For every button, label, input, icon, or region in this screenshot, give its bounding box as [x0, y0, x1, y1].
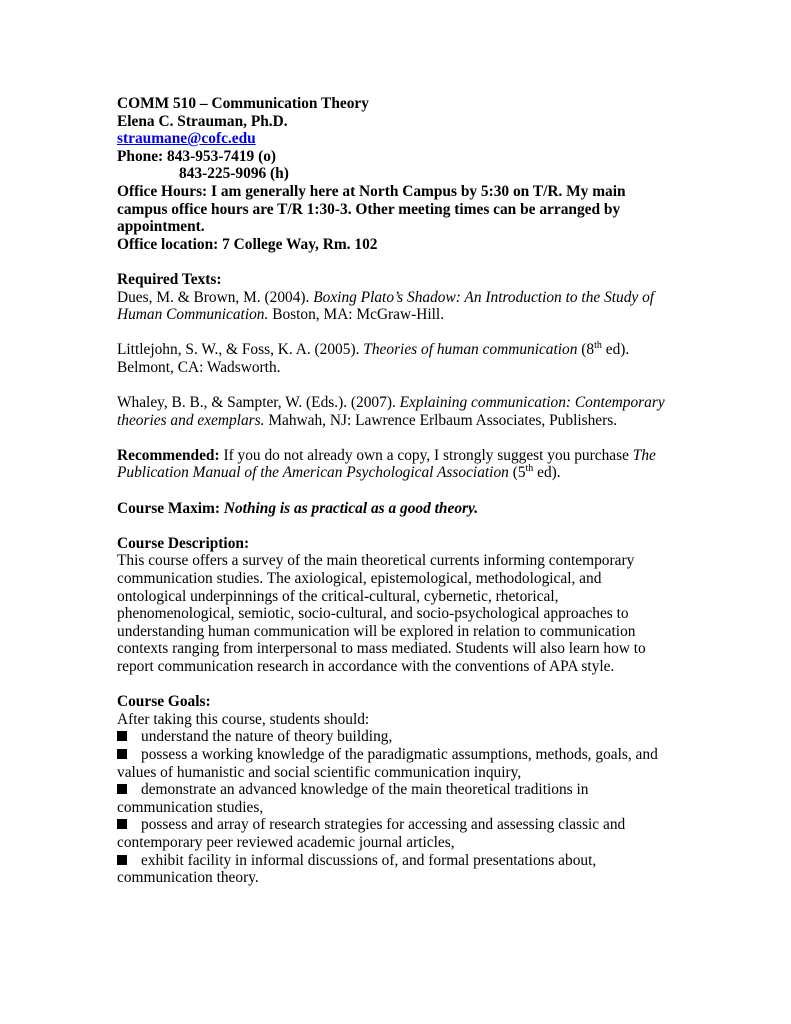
square-bullet-icon — [117, 731, 127, 741]
phone-office: Phone: 843-953-7419 (o) — [117, 147, 277, 165]
goal-item — [117, 728, 677, 746]
phone-home: 843-225-9096 (h) — [179, 165, 289, 183]
goal-text: possess and array of research strategies for accessing and assessing classic and — [141, 816, 626, 834]
goal-item — [117, 816, 677, 834]
recommended-line-1 — [117, 447, 677, 465]
text-citation-1-line-2 — [117, 306, 677, 324]
description-line: ontological underpinnings of the critical-cultural, cybernetic, rhetorical, — [117, 587, 559, 605]
goal-item-continued: contemporary peer reviewed academic journal articles, — [117, 833, 455, 851]
square-bullet-icon — [117, 784, 127, 794]
citation-title: Boxing Plato’s Shadow: An Introduction to the Study of — [313, 288, 655, 306]
goal-text: exhibit facility in informal discussions of, and formal presentations about, — [141, 851, 597, 869]
citation-title: Human Communication. — [117, 306, 269, 324]
citation-publisher: Mahwah, NJ: Lawrence Erlbaum Associates, Publishers. — [264, 411, 618, 429]
office-hours-line-1: Office Hours: I am generally here at North Campus by 5:30 on T/R. My main — [117, 182, 626, 200]
edition-superscript: th — [525, 463, 534, 475]
course-title: COMM 510 – Communication Theory — [117, 95, 369, 112]
recommended-edition: (5 — [508, 464, 526, 482]
goal-item-continued: communication studies, — [117, 798, 264, 816]
goal-text: demonstrate an advanced knowledge of the main theoretical traditions in — [141, 781, 589, 799]
description-line: understanding human communication will be explored in relation to communication — [117, 622, 636, 640]
square-bullet-icon — [117, 819, 127, 829]
instructor-name: Elena C. Strauman, Ph.D. — [117, 112, 288, 130]
goal-item-continued: values of humanistic and social scientific communication inquiry, — [117, 763, 522, 781]
recommended-line-2 — [117, 464, 677, 482]
syllabus-page — [117, 95, 677, 887]
description-line: report communication research in accordance with the conventions of APA style. — [117, 658, 615, 675]
maxim-label: Course Maxim: — [117, 499, 224, 517]
text-citation-1-line-1 — [117, 289, 677, 307]
course-goals-intro: After taking this course, students should: — [117, 710, 370, 728]
text-citation-2-line-2: Belmont, CA: Wadsworth. — [117, 358, 281, 376]
description-line: phenomenological, semiotic, socio-cultural, and socio-psychological approaches to — [117, 605, 629, 623]
citation-authors: Whaley, B. B., & Sampter, W. (Eds.). (2007). — [117, 394, 400, 412]
goal-item-continued: communication theory. — [117, 869, 259, 887]
citation-title: Explaining communication: Contemporary — [399, 394, 665, 412]
goal-item — [117, 746, 677, 764]
description-line: contexts ranging from interpersonal to mass mediated. Students will also learn how to — [117, 640, 646, 658]
text-citation-2-line-1 — [117, 341, 677, 359]
course-description-heading: Course Description: — [117, 534, 250, 552]
square-bullet-icon — [117, 749, 127, 759]
required-texts-heading: Required Texts: — [117, 270, 222, 288]
recommended-title: The — [632, 446, 656, 464]
recommended-text: If you do not already own a copy, I strongly suggest you purchase — [219, 446, 633, 464]
citation-authors: Littlejohn, S. W., & Foss, K. A. (2005). — [117, 341, 364, 359]
course-goals-heading: Course Goals: — [117, 693, 211, 711]
description-line: communication studies. The axiological, epistemological, methodological, and — [117, 570, 602, 588]
recommended-edition-end: ed). — [533, 464, 561, 482]
recommended-title: Publication Manual of the American Psychological Association — [117, 464, 509, 482]
citation-authors: Dues, M. & Brown, M. (2004). — [117, 288, 314, 306]
recommended-label: Recommended: — [117, 446, 220, 464]
square-bullet-icon — [117, 855, 127, 865]
citation-title: Theories of human communication — [363, 341, 578, 359]
citation-edition-end: ed). — [601, 341, 630, 359]
goal-text: understand the nature of theory building, — [141, 728, 393, 746]
citation-publisher: Boston, MA: McGraw-Hill. — [268, 306, 445, 324]
citation-edition: (8 — [577, 341, 595, 359]
goal-item — [117, 852, 677, 870]
goal-text: possess a working knowledge of the paradigmatic assumptions, methods, goals, and — [141, 745, 658, 763]
office-hours-line-2: campus office hours are T/R 1:30-3. Other meeting times can be arranged by — [117, 200, 621, 218]
course-maxim — [117, 500, 677, 518]
citation-title: theories and exemplars. — [117, 411, 265, 429]
office-hours-line-3: appointment. — [117, 218, 205, 236]
maxim-text: Nothing is as practical as a good theory. — [223, 499, 479, 517]
office-location: Office location: 7 College Way, Rm. 102 — [117, 235, 378, 253]
text-citation-3-line-2 — [117, 412, 677, 430]
goal-item — [117, 781, 677, 799]
instructor-email-link[interactable]: straumane@cofc.edu — [117, 130, 256, 148]
description-line: This course offers a survey of the main theoretical currents informing contemporary — [117, 552, 635, 570]
edition-superscript: th — [594, 340, 602, 352]
text-citation-3-line-1 — [117, 394, 677, 412]
